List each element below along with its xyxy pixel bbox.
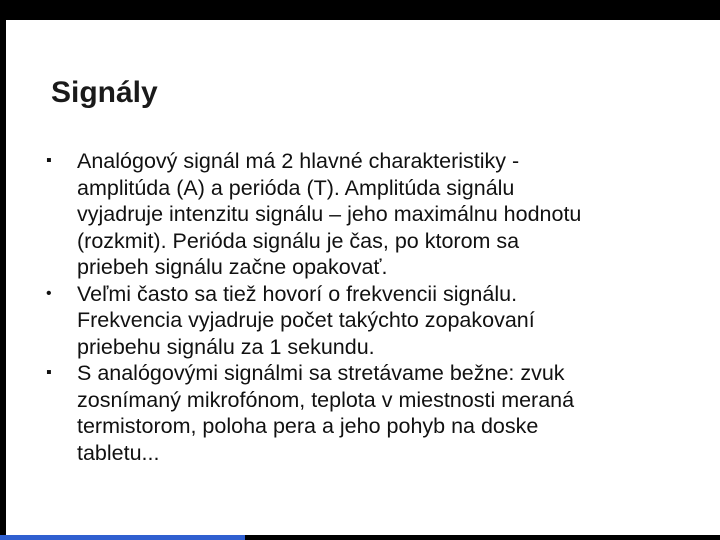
bullet-item [46, 281, 718, 361]
bullet-text [77, 360, 718, 466]
bullet-line: (rozkmit). Perióda signálu je čas, po ktorom sa [77, 228, 520, 253]
bullet-line: Veľmi často sa tiež hovorí o frekvencii signálu. [77, 281, 518, 306]
bullet-marker-icon: ▪ [46, 152, 52, 169]
bullet-text [77, 281, 718, 361]
bullet-line: tabletu... [77, 440, 160, 465]
bullet-line: vyjadruje intenzitu signálu – jeho maximálnu hodnotu [77, 202, 582, 226]
bullet-line: amplitúda (A) a perióda (T). Amplitúda signálu [77, 175, 515, 200]
bullet-list [46, 148, 718, 466]
bullet-line: Analógový signál má 2 hlavné charakteristiky - [77, 149, 520, 173]
slide [6, 20, 720, 535]
slide-title: Signály [51, 76, 158, 109]
bullet-marker-icon: • [46, 284, 52, 302]
bullet-line: priebeh signálu začne opakovať. [77, 255, 388, 279]
bullet-line: priebehu signálu za 1 sekundu. [77, 334, 375, 359]
bullet-item [46, 360, 718, 466]
bullet-marker-icon: ▪ [46, 364, 52, 381]
bullet-line: Frekvencia vyjadruje počet takýchto zopakovaní [77, 308, 535, 332]
bullet-line: S analógovými signálmi sa stretávame bežne: zvuk [77, 361, 565, 385]
taskbar-strip [0, 535, 245, 540]
bullet-line: zosnímaný mikrofónom, teplota v miestnosti meraná [77, 387, 575, 412]
bullet-text [77, 148, 718, 281]
bullet-line: termistorom, poloha pera a jeho pohyb na doske [77, 414, 539, 438]
bullet-item [46, 148, 718, 281]
